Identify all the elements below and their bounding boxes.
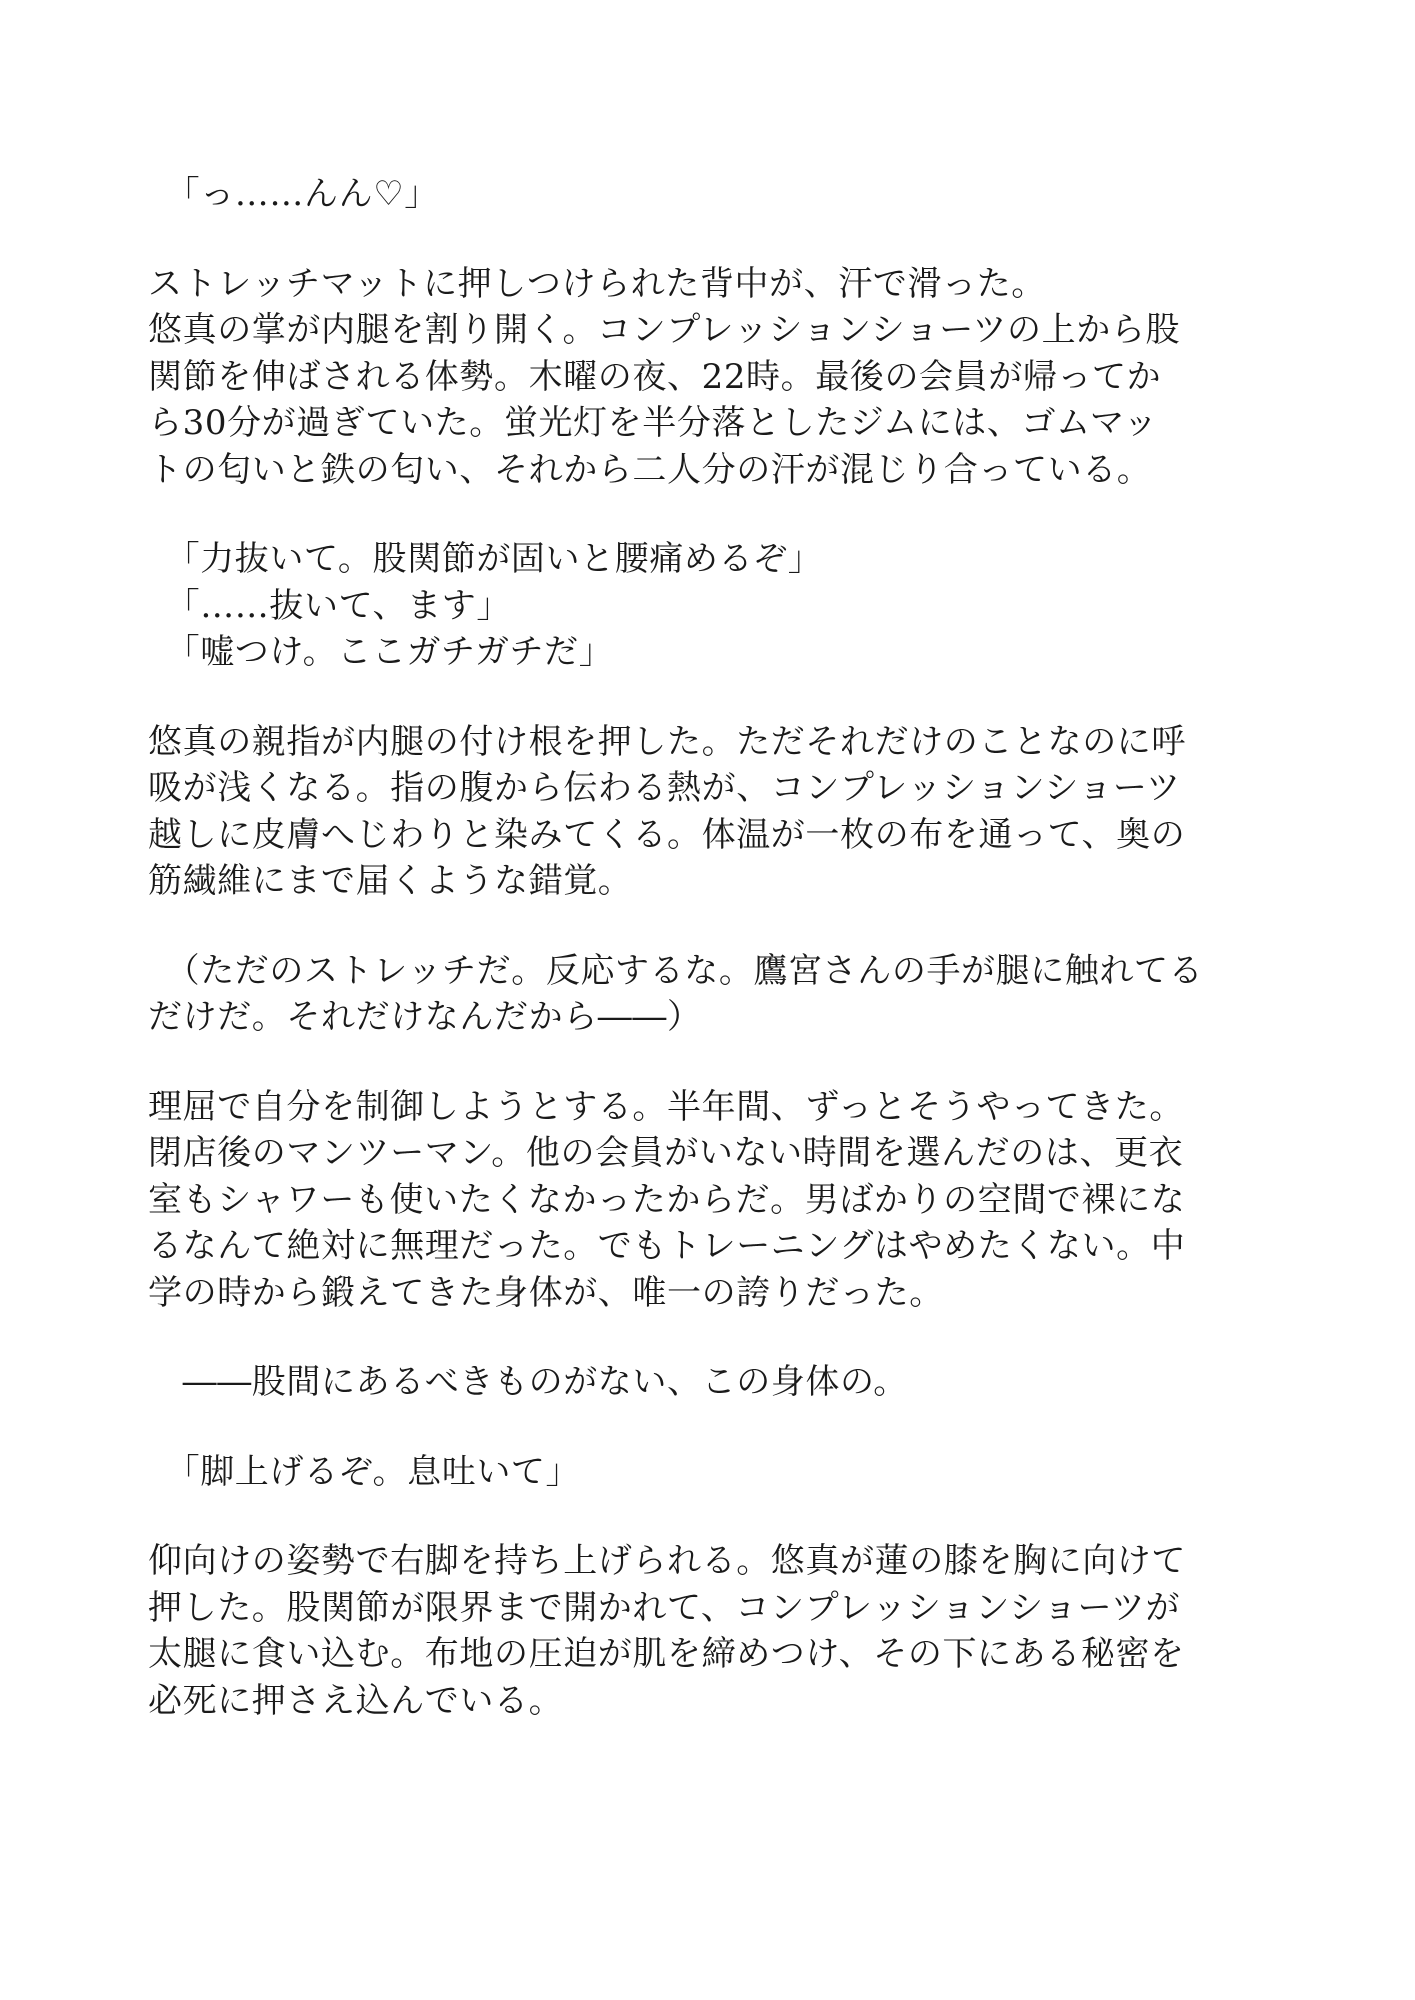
text-line: るなんて絶対に無理だった。でもトレーニングはやめたくない。中 xyxy=(148,1226,1186,1266)
text-line: 学の時から鍛えてきた身体が、唯一の誇りだった。 xyxy=(148,1272,944,1313)
paragraph-narration xyxy=(148,261,1181,494)
paragraph-narration xyxy=(148,1538,1186,1724)
text-line: 押した。股関節が限界まで開かれて、コンプレッションショーツが xyxy=(148,1587,1181,1628)
text-line: 筋繊維にまで届くような錯覚。 xyxy=(148,861,633,901)
text-line: ら30分が過ぎていた。蛍光灯を半分落としたジムには、ゴムマッ xyxy=(148,403,1158,443)
text-line: 関節を伸ばされる体勢。木曜の夜、22時。最後の会員が帰ってか xyxy=(148,356,1162,397)
text-line: ――股間にあるべきものがない、この身体の。 xyxy=(148,1362,908,1402)
text-line: 「……抜いて、ます」 xyxy=(148,585,511,626)
text-line: 太腿に食い込む。布地の圧迫が肌を締めつけ、その下にある秘密を xyxy=(148,1634,1185,1674)
text-line: 「嘘つけ。ここガチガチだ」 xyxy=(148,632,614,672)
text-line: 悠真の親指が内腿の付け根を押した。ただそれだけのことなのに呼 xyxy=(148,721,1186,762)
paragraph-narration xyxy=(148,719,1186,905)
text-line: 理屈で自分を制御しようとする。半年間、ずっとそうやってきた。 xyxy=(148,1086,1184,1127)
paragraph-inner-thought xyxy=(148,948,1204,1041)
paragraph-narration xyxy=(148,1359,1170,1406)
paragraph-dialogue xyxy=(148,171,1170,218)
text-line: 「力抜いて。股関節が固いと腰痛めるぞ」 xyxy=(148,539,823,579)
paragraph-dialogue xyxy=(148,1449,1170,1496)
text-line: 仰向けの姿勢で右脚を持ち上げられる。悠真が蓮の膝を胸に向けて xyxy=(148,1541,1186,1581)
text-line: 「っ……んん♡」 xyxy=(148,174,439,214)
paragraph-dialogue xyxy=(148,536,1170,676)
text-line: 閉店後のマンツーマン。他の会員がいない時間を選んだのは、更衣 xyxy=(148,1133,1184,1173)
text-line: 必死に押さえ込んでいる。 xyxy=(148,1680,564,1721)
paragraph-narration xyxy=(148,1084,1186,1317)
text-line: ストレッチマットに押しつけられた背中が、汗で滑った。 xyxy=(148,263,1046,304)
text-line: 越しに皮膚へじわりと染みてくる。体温が一枚の布を通って、奥の xyxy=(148,814,1186,855)
text-line: 「脚上げるぞ。息吐いて」 xyxy=(148,1451,581,1492)
text-line: トの匂いと鉄の匂い、それから二人分の汗が混じり合っている。 xyxy=(148,449,1152,490)
text-line: 吸が浅くなる。指の腹から伝わる熱が、コンプレッションショーツ xyxy=(148,768,1181,808)
text-line: 室もシャワーも使いたくなかったからだ。男ばかりの空間で裸にな xyxy=(148,1179,1186,1220)
text-line: だけだ。それだけなんだから――） xyxy=(148,997,702,1037)
text-line: （ただのストレッチだ。反応するな。鷹宮さんの手が腿に触れてる xyxy=(148,950,1204,991)
text-body xyxy=(148,171,1204,1724)
text-line: 悠真の掌が内腿を割り開く。コンプレッションショーツの上から股 xyxy=(148,310,1181,350)
